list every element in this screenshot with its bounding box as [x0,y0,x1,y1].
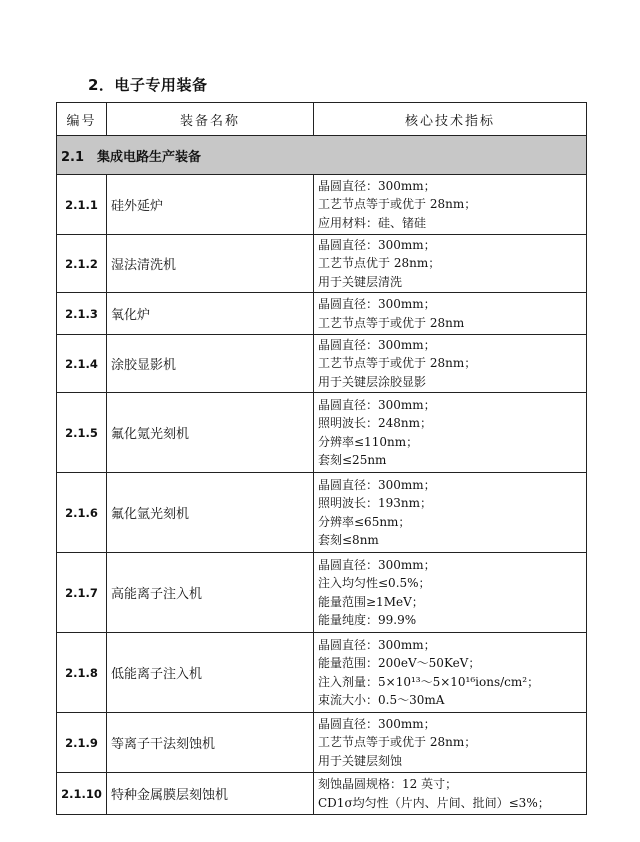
spec-line: 应用材料：硅、锗硅 [318,215,427,230]
row-number: 2.1.4 [57,335,107,393]
table-row [57,235,587,293]
spec-line: 分辨率≤110nm； [318,434,419,449]
row-number: 2.1.10 [57,773,107,815]
table-row [57,293,587,335]
spec-line: 晶圆直径：300mm； [318,477,436,492]
spec-line: 套刻≤25nm [318,453,387,467]
table-row [57,713,587,773]
equipment-name: 低能离子注入机 [107,633,314,713]
core-specs [314,235,587,293]
table-row [57,773,587,815]
core-specs [314,175,587,235]
core-specs [314,713,587,773]
spec-line: 工艺节点等于或优于 28nm； [318,356,477,371]
spec-line: 照明波长：193nm； [318,496,433,510]
header-core-specs: 核心技术指标 [314,103,587,136]
core-specs [314,473,587,553]
equipment-name: 氟化氪光刻机 [107,393,314,473]
spec-line: 注入均匀性≤0.5%； [318,576,431,590]
core-specs [314,393,587,473]
spec-line: 能量纯度：99.9% [318,613,417,627]
core-specs [314,335,587,393]
row-number: 2.1.9 [57,713,107,773]
table-row [57,175,587,235]
spec-line: 晶圆直径：300mm； [318,637,436,652]
header-equipment-name: 装备名称 [107,103,314,136]
row-number: 2.1.8 [57,633,107,713]
section-label: 集成电路生产装备 [97,149,202,165]
core-specs [314,773,587,815]
spec-line: 晶圆直径：300mm； [318,237,436,252]
spec-line: 照明波长：248nm； [318,416,433,430]
section-row [57,136,587,175]
core-specs [314,633,587,713]
spec-line: 晶圆直径：300mm； [318,337,436,352]
table-row [57,335,587,393]
spec-line: 晶圆直径：300mm； [318,178,436,193]
header-number: 编号 [57,103,107,136]
spec-line: 工艺节点等于或优于 28nm； [318,197,477,212]
table-row [57,553,587,633]
spec-line: 用于关键层涂胶显影 [318,374,427,389]
row-number: 2.1.5 [57,393,107,473]
core-specs [314,293,587,335]
row-number: 2.1.6 [57,473,107,553]
spec-line: 用于关键层刻蚀 [318,753,403,768]
equipment-name: 硅外延炉 [107,175,314,235]
section-cell [57,136,587,175]
spec-line: 工艺节点等于或优于 28nm [318,315,465,330]
spec-line: 晶圆直径：300mm； [318,397,436,412]
spec-line: 能量范围：200eV～50KeV； [318,656,481,670]
row-number: 2.1.1 [57,175,107,235]
equipment-name: 高能离子注入机 [107,553,314,633]
table-row [57,393,587,473]
section-number: 2.1 [61,149,85,165]
spec-line: 刻蚀晶圆规格：12 英寸； [318,777,458,791]
equipment-name: 氟化氩光刻机 [107,473,314,553]
spec-line: 注入剂量：5×10¹³～5×10¹⁶ions/cm²； [318,674,540,689]
spec-line: 用于关键层清洗 [318,274,403,289]
table-row [57,633,587,713]
section-title: 2．电子专用装备 [88,76,208,94]
spec-line: 能量范围≥1MeV； [318,594,424,609]
equipment-name: 等离子干法刻蚀机 [107,713,314,773]
equipment-name: 湿法清洗机 [107,235,314,293]
spec-line: 工艺节点优于 28nm； [318,256,441,271]
row-number: 2.1.7 [57,553,107,633]
table-header-row [57,103,587,136]
row-number: 2.1.2 [57,235,107,293]
spec-line: 工艺节点等于或优于 28nm； [318,735,477,750]
core-specs [314,553,587,633]
equipment-name: 涂胶显影机 [107,335,314,393]
table-row [57,473,587,553]
equipment-name: 氧化炉 [107,293,314,335]
equipment-name: 特种金属膜层刻蚀机 [107,773,314,815]
spec-line: CD1σ均匀性（片内、片间、批间）≤3%； [318,795,550,810]
spec-line: 套刻≤8nm [318,533,379,547]
spec-line: 束流大小：0.5～30mA [318,693,445,707]
spec-line: 分辨率≤65nm； [318,514,411,529]
spec-line: 晶圆直径：300mm； [318,557,436,572]
equipment-table [56,102,587,815]
spec-line: 晶圆直径：300mm； [318,297,436,311]
spec-line: 晶圆直径：300mm； [318,716,436,731]
row-number: 2.1.3 [57,293,107,335]
